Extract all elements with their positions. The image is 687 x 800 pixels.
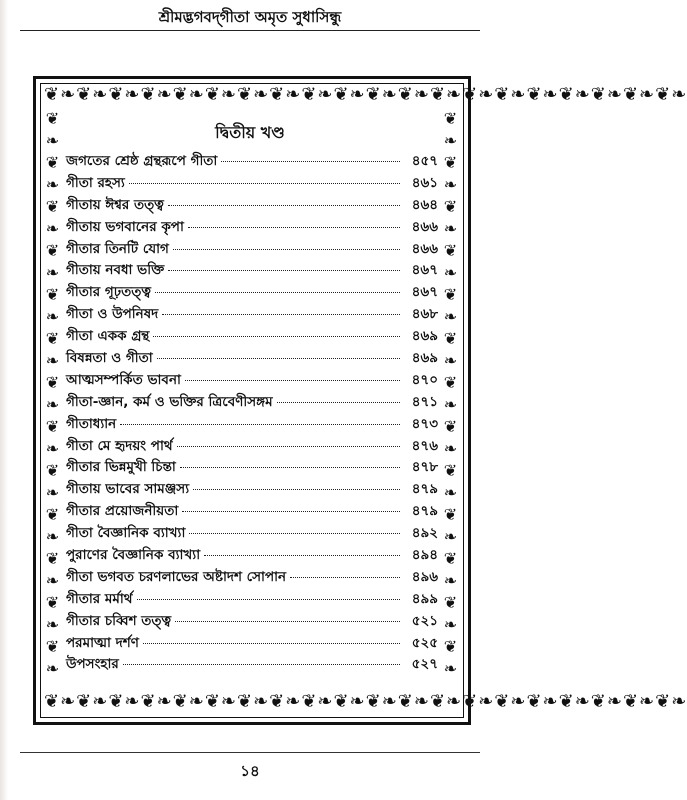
toc-entry <box>66 544 438 566</box>
toc-entry <box>66 610 438 632</box>
toc-entry <box>66 150 438 172</box>
header-rule <box>20 30 480 31</box>
toc-entry-page: ৪৬৪ <box>411 196 438 213</box>
toc-entry <box>66 347 438 369</box>
border-ornament-bottom: ❦❧❦❧❦❧❦❧❦❧❦❧❦❧❦❧❦❧❦❧❦❧❦❧❦❧❦❧❦❧❦❧❦❧❦❧❦❧❦❧ <box>44 691 687 712</box>
toc-entry-title: গীতায় ভগবানের কৃপা <box>66 218 184 235</box>
toc-leader-dots <box>129 183 400 184</box>
toc-entry-page: ৪৬৯ <box>411 350 438 367</box>
toc-leader-dots <box>175 621 400 622</box>
toc-entry-page: ৪৯২ <box>411 525 438 542</box>
toc-entry-page: ৪৯৬ <box>411 568 438 585</box>
toc-leader-dots <box>189 533 400 534</box>
toc-entry-title: গীতার গূঢ়তত্ত্ব <box>66 284 151 301</box>
page-number: ১৪ <box>240 762 260 780</box>
toc-entry-title: গীতার চব্বিশ তত্ত্ব <box>66 612 172 629</box>
toc-entry-title: গীতা ভগবত চরণলাভের অষ্টাদশ সোপান <box>66 568 287 585</box>
toc-entry-page: ৪৭৯ <box>411 481 438 498</box>
toc-entry-title: গীতার প্রয়োজনীয়তা <box>66 503 179 520</box>
toc-entry-page: ৪৭৯ <box>411 503 438 520</box>
toc-leader-dots <box>168 270 400 271</box>
toc-leader-dots <box>277 402 400 403</box>
toc-entry-title: পরমাত্মা দর্শণ <box>66 634 139 651</box>
toc-entry <box>66 413 438 435</box>
toc-entry-page: ৪৬৭ <box>411 262 438 279</box>
toc-leader-dots <box>221 161 400 162</box>
toc-leader-dots <box>182 511 400 512</box>
toc-entry <box>66 303 438 325</box>
toc-leader-dots <box>155 292 400 293</box>
running-header: শ্রীমদ্ভগবদ্‌গীতা অমৃত সুধাসিন্ধু <box>158 8 342 26</box>
toc-entry <box>66 391 438 413</box>
toc-leader-dots <box>204 555 400 556</box>
toc-entry-page: ৪৫৭ <box>411 153 438 169</box>
toc-entry-page: ৫২১ <box>411 612 438 629</box>
toc-leader-dots <box>188 227 400 228</box>
toc-entry-page: ৪৯৯ <box>411 590 438 607</box>
toc-leader-dots <box>157 358 400 359</box>
toc-entry <box>66 500 438 522</box>
toc-leader-dots <box>180 467 400 468</box>
toc-entry-title: আত্মসম্পর্কিত ভাবনা <box>66 371 181 388</box>
toc-entry-page: ৪৭০ <box>411 371 438 388</box>
toc-entry <box>66 632 438 654</box>
toc-entry-page: ৪৭১ <box>411 393 438 410</box>
toc-entry-title: গীতার ভিন্নমুখী চিন্তা <box>66 459 176 476</box>
border-ornament-left: ❦ ❧ ❦ ❧ ❦ ❧ ❦ ❧ ❦ ❧ ❦ ❧ ❦ ❧ ❦ ❧ ❦ ❧ ❦ ❧ ❦ ❧ ❦ ❧ ❦ ❧ <box>45 109 61 678</box>
toc-entry-page: ৫২৫ <box>411 634 438 651</box>
toc-entry-title: গীতায় নবধা ভক্তি <box>66 262 165 279</box>
toc-leader-dots <box>193 489 400 490</box>
toc-entry <box>66 259 438 281</box>
toc-entry-page: ৪৬৮ <box>411 306 438 323</box>
toc-entry-title: গীতাধ্যান <box>66 415 117 432</box>
toc-entry-page: ৪৯৪ <box>411 547 438 564</box>
toc-entry <box>66 172 438 194</box>
toc-entry-title: বিষন্নতা ও গীতা <box>66 350 153 367</box>
toc-leader-dots <box>162 314 400 315</box>
toc-entry <box>66 325 438 347</box>
toc-entry-title: গীতা ও উপনিষদ <box>66 306 159 323</box>
toc-entry-title: গীতার তিনটি যোগ <box>66 240 169 257</box>
toc-entry <box>66 456 438 478</box>
toc-entry-title: গীতার মর্মার্থ <box>66 590 133 607</box>
toc-leader-dots <box>177 446 400 447</box>
toc-leader-dots <box>120 424 400 425</box>
toc-entry <box>66 478 438 500</box>
toc-entry-page: ৪৬৭ <box>411 284 438 301</box>
toc-entry-page: ৪৬৬ <box>411 240 438 257</box>
toc-entry-title: গীতা মে হৃদয়ং পার্থ <box>66 437 173 454</box>
toc-entry-title: উপসংহার <box>66 656 119 673</box>
border-ornament-right: ❦ ❧ ❦ ❧ ❦ ❧ ❦ ❧ ❦ ❧ ❦ ❧ ❦ ❧ ❦ ❧ ❦ ❧ ❦ ❧ ❦ ❧ ❦ ❧ ❦ ❧ <box>443 109 459 678</box>
toc-entry-title: গীতা একক গ্রন্থ <box>66 328 150 345</box>
toc-entry-page: ৪৭৬ <box>411 437 438 454</box>
toc-entry-page: ৪৭৩ <box>411 415 438 432</box>
toc-entry <box>66 216 438 238</box>
toc-entry-page: ৪৭৮ <box>411 459 438 476</box>
toc-entry-page: ৪৬৬ <box>411 218 438 235</box>
toc-entry-title: গীতা বৈজ্ঞানিক ব্যাখ্যা <box>66 525 186 542</box>
toc-entry <box>66 238 438 260</box>
section-title: দ্বিতীয় খণ্ড <box>215 123 285 142</box>
toc-entry <box>66 435 438 457</box>
toc-leader-dots <box>168 205 400 206</box>
toc-entry <box>66 194 438 216</box>
toc-entry <box>66 588 438 610</box>
toc-entry <box>66 566 438 588</box>
toc-entry-title: গীতা-জ্ঞান, কর্ম ও ভক্তির ত্রিবেণীসঙ্গম <box>66 393 273 410</box>
toc-leader-dots <box>185 380 400 381</box>
toc-entry-title: জগতের শ্রেষ্ঠ গ্রন্থরূপে গীতা <box>66 153 218 169</box>
border-ornament-top: ❦❧❦❧❦❧❦❧❦❧❦❧❦❧❦❧❦❧❦❧❦❧❦❧❦❧❦❧❦❧❦❧❦❧❦❧❦❧❦❧ <box>44 84 687 105</box>
footer-rule <box>20 752 480 753</box>
toc-entry-page: ৪৬১ <box>411 174 438 191</box>
toc-entry-title: গীতায় ঈশ্বর তত্ত্ব <box>66 196 164 213</box>
toc-entry-title: গীতা রহস্য <box>66 174 125 191</box>
toc-leader-dots <box>137 599 400 600</box>
toc-leader-dots <box>153 336 400 337</box>
toc-entry <box>66 281 438 303</box>
toc-entry-page: ৫২৭ <box>411 656 438 673</box>
toc-entry-title: পুরাণের বৈজ্ঞানিক ব্যাখ্যা <box>66 547 201 564</box>
toc-entry <box>66 369 438 391</box>
toc-leader-dots <box>143 643 400 644</box>
toc-leader-dots <box>123 664 400 665</box>
toc-entry-page: ৪৬৯ <box>411 328 438 345</box>
toc-entry-title: গীতায় ভাবের সামঞ্জস্য <box>66 481 190 498</box>
toc-entry <box>66 522 438 544</box>
toc-leader-dots <box>173 249 400 250</box>
toc-entry <box>66 653 438 675</box>
toc-leader-dots <box>290 577 400 578</box>
table-of-contents <box>66 150 438 675</box>
